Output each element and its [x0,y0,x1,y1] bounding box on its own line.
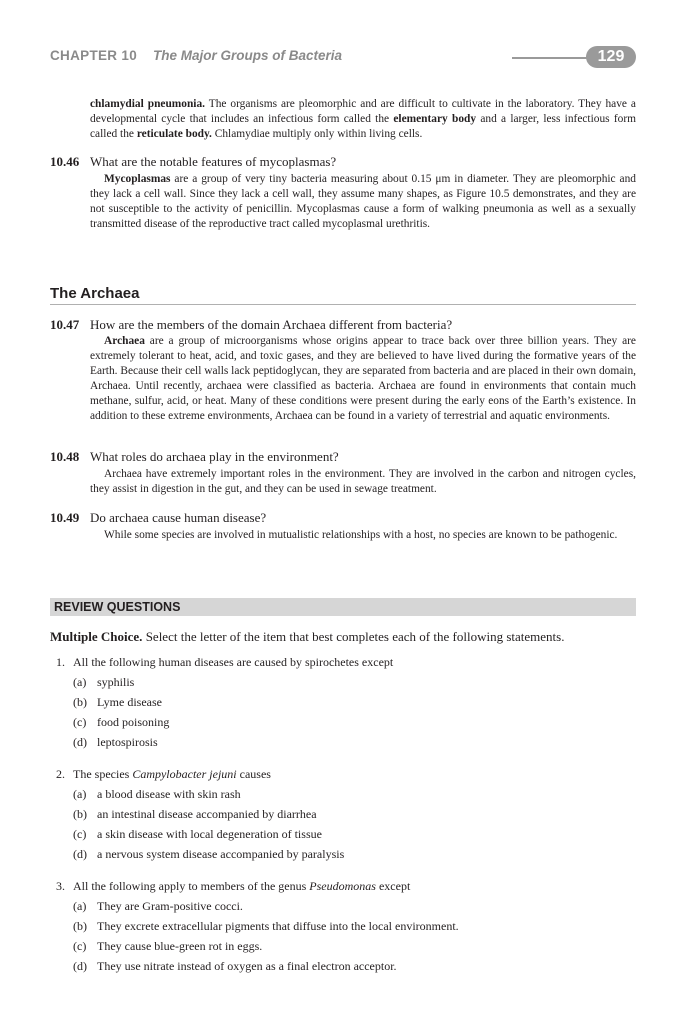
mc-question-stem [73,879,410,894]
intro-term-reticulate-body: reticulate body. [136,128,212,140]
chapter-label: CHAPTER 10 [50,48,138,63]
mc-question-number: 3. [56,879,65,893]
option-text: They cause blue-green rot in eggs. [97,939,263,953]
option-letter: (a) [73,899,87,913]
answer-10-47-term: Archaea [104,335,145,347]
option-text: syphilis [97,675,135,689]
stem-pre: All the following apply to members of the genus [73,879,310,893]
option-letter: (c) [73,827,87,841]
option-text: food poisoning [97,715,170,729]
intro-lead: chlamydial pneumonia. [90,98,206,110]
question-number-10-48: 10.48 [50,449,80,464]
review-questions-bar [50,598,636,616]
option-text: They are Gram-positive cocci. [97,899,243,913]
option-letter: (a) [73,675,87,689]
review-questions-title: REVIEW QUESTIONS [54,600,181,614]
answer-10-46-text: are a group of very tiny bacteria measuring about 0.15 μm in diameter. They are pleomorphic and they lack a cell wall. Since they lack a cell wall, they assume many shapes, as Figure 10.5 demonstrates, and they are not susceptible to the activity of penicillin. Mycoplasmas cause a form of walking pneumonia as well as a sexually transmitted disease of the reproductive tract called mycoplasmal urethritis. [90,173,636,230]
answer-10-46 [90,172,636,232]
option-letter: (d) [73,959,87,973]
intro-text-3: Chlamydiae multiply only within living cells. [211,128,423,140]
option-text: an intestinal disease accompanied by diarrhea [97,807,317,821]
intro-text-1: The organisms are pleomorphic and are difficult to cultivate in the laboratory. They have a developmental cycle that includes an infectious form called the [90,98,636,125]
question-10-49: Do archaea cause human disease? [90,510,267,525]
option-text: They use nitrate instead of oxygen as a final electron acceptor. [97,959,397,973]
option-text: a skin disease with local degeneration of tissue [97,827,322,841]
answer-10-47 [90,334,636,424]
option-letter: (b) [73,919,87,933]
stem-italic: Campylobacter jejuni [132,767,237,781]
option-text: Lyme disease [97,695,162,709]
option-letter: (b) [73,695,87,709]
intro-term-elementary-body: elementary body [393,113,477,125]
mc-question-number: 1. [56,655,65,669]
answer-10-46-term: Mycoplasmas [104,173,171,185]
multiple-choice-instructions [50,629,564,645]
stem-italic: Pseudomonas [309,879,376,893]
option-letter: (c) [73,715,87,729]
option-text: They excrete extracellular pigments that diffuse into the local environment. [97,919,459,933]
answer-10-49 [90,528,636,543]
question-10-48: What roles do archaea play in the environment? [90,449,339,464]
question-number-10-49: 10.49 [50,510,80,525]
mc-instruction: Select the letter of the item that best completes each of the following statements. [142,629,565,644]
section-rule [50,304,636,305]
option-letter: (c) [73,939,87,953]
question-number-10-47: 10.47 [50,317,80,332]
header-rule [512,57,592,59]
page-number: 129 [586,46,636,68]
option-text: a nervous system disease accompanied by paralysis [97,847,345,861]
section-title: The Archaea [50,285,140,302]
intro-paragraph [90,97,636,142]
option-text: leptospirosis [97,735,158,749]
intro-text-2: and a larger, less infectious form called the [90,113,636,140]
page-header [50,48,636,68]
answer-10-48-text: Archaea have extremely important roles in the environment. They are involved in the carbon and nitrogen cycles, they assist in digestion in the gut, and they can be used in sewage treatment. [90,468,636,495]
mc-question-stem [73,767,271,782]
question-10-47: How are the members of the domain Archaea different from bacteria? [90,317,453,332]
question-number-10-46: 10.46 [50,154,80,169]
answer-10-48 [90,467,636,497]
answer-10-49-text: While some species are involved in mutualistic relationships with a host, no species are known to be pathogenic. [104,529,618,541]
mc-question-stem: All the following human diseases are caused by spirochetes except [73,655,394,669]
option-text: a blood disease with skin rash [97,787,241,801]
answer-10-47-text: are a group of microorganisms whose origins appear to trace back over three billion years. They are extremely tolerant to heat, acid, and toxic gases, and they are believed to have lived during the formative years of the Earth. Because their cell walls lack peptidoglycan, they are separated from bacteria and are placed in their own domain, Archaea. Until recently, archaea were classified as bacteria. Archaea are found in environments that contain much methane, sulfur, acid, or heat. Many of these conditions were present during the early eons of the Earth’s existence. In addition to these extreme environments, Archaea can be found in a variety of terrestrial and aquatic environments. [90,335,636,422]
mc-label: Multiple Choice. [50,629,143,644]
option-letter: (d) [73,735,87,749]
stem-post: except [375,879,411,893]
question-10-46: What are the notable features of mycoplasmas? [90,154,337,169]
stem-post: causes [236,767,271,781]
stem-pre: The species [73,767,133,781]
chapter-title: The Major Groups of Bacteria [153,48,343,63]
mc-question-number: 2. [56,767,65,781]
option-letter: (d) [73,847,87,861]
option-letter: (a) [73,787,87,801]
option-letter: (b) [73,807,87,821]
